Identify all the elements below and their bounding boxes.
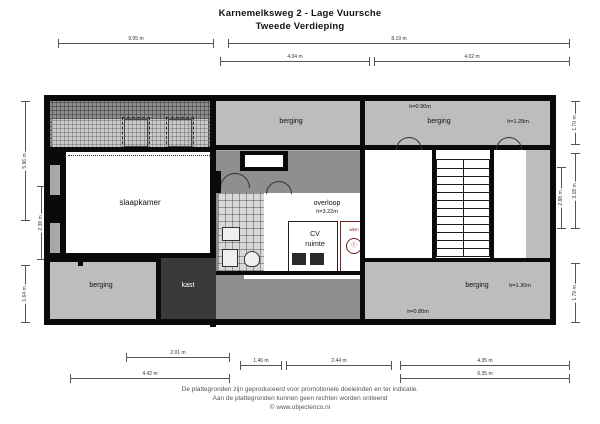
dim-top-inner-0: 4.04 m: [220, 56, 370, 66]
label-slaapkamer: slaapkamer: [119, 198, 161, 207]
label-berging-top-right: berging: [427, 118, 451, 125]
disclaimer: [0, 385, 600, 412]
title-address: Karnemelksweg 2 - Lage Vuursche: [218, 8, 382, 19]
cv-boiler-unit: [292, 253, 306, 265]
label-cv-2: ruimte: [305, 241, 325, 248]
dim-right-outer-2: 1.79 m: [570, 263, 580, 323]
wall-berging-bl-top: [50, 258, 160, 262]
label-berging-top-left: berging: [279, 118, 303, 125]
label-h-130: h=1.30m: [509, 283, 531, 289]
disclaimer-line-2: Aan de plattegronden kunnen geen rechten worden ontleend: [212, 395, 388, 402]
wall-slaapkamer-left: [60, 151, 66, 257]
wall-overloop-bottom: [216, 271, 364, 275]
disclaimer-line-1: De plattegronden zijn geproduceerd voor promotionele doeleinden en ter indicatie.: [181, 386, 419, 393]
wall-exterior-bottom: [44, 319, 556, 325]
wall-stair-left: [432, 150, 436, 258]
dim-bottom-inner-3: 4.35 m: [400, 360, 570, 370]
dormer-window-2: [168, 119, 192, 147]
page-title: [0, 8, 600, 32]
dim-top-inner-1: 4.02 m: [374, 56, 570, 66]
dim-left-inner-0: 2.38 m: [36, 186, 46, 260]
wall-bath-left-nib: [216, 171, 221, 193]
knee-wall-dotted-line: [68, 155, 216, 156]
label-berging-bottom-left: berging: [89, 282, 113, 289]
label-h-080: h=0.80m: [407, 309, 429, 315]
label-h-128: h=1.28m: [507, 119, 529, 125]
eaves-strip-right: [526, 150, 550, 258]
copyright-line: © www.objectenco.nl: [269, 404, 331, 411]
cv-unit-2: [310, 253, 324, 265]
wall-berging-top-left-bottom: [216, 145, 364, 150]
label-h-090: h=0.90m: [409, 104, 431, 110]
title-floor: Tweede Verdieping: [255, 21, 345, 32]
dim-bottom-inner-0: 2.01 m: [126, 352, 230, 362]
label-overloop: overloop: [313, 200, 341, 207]
dim-top-outer-0: 9.05 m: [58, 38, 214, 48]
dim-bottom-outer-1: 6.35 m: [400, 373, 570, 383]
stair-void-inner: [245, 155, 283, 167]
dim-left-outer-0: 5.96 m: [20, 101, 30, 221]
label-overloop-height: h=3.22m: [316, 209, 338, 215]
wall-slaapkamer-top: [50, 147, 216, 152]
dim-top-outer-1: 8.19 m: [228, 38, 570, 48]
label-cv-1: CV: [310, 231, 320, 238]
staircase: [436, 159, 490, 257]
floor-plan: [44, 95, 556, 325]
toilet-fixture: [244, 251, 260, 267]
wall-exterior-right: [550, 95, 556, 325]
dim-bottom-inner-2: 2.44 m: [286, 360, 392, 370]
label-kast: kast: [181, 282, 195, 289]
dim-bottom-outer-0: 4.42 m: [70, 373, 230, 383]
sink-fixture: [222, 227, 240, 241]
label-wkm: wkm: [349, 227, 359, 232]
dim-right-outer-1: 3.18 m: [570, 153, 580, 229]
dim-bottom-inner-1: 1.46 m: [240, 360, 282, 370]
dim-left-outer-1: 1.64 m: [20, 265, 30, 323]
wkm-unit-icon: Ⓥ: [346, 238, 362, 254]
wall-kast-left: [156, 258, 161, 319]
dim-right-inner-0: 2.88 m: [556, 167, 566, 229]
wall-berging-br-top: [365, 258, 550, 262]
dim-right-outer-0: 1.70 m: [570, 101, 580, 145]
label-berging-bottom-right: berging: [465, 282, 489, 289]
dormer-window-1: [124, 119, 148, 147]
shower-fixture: [222, 249, 238, 267]
wall-stair-right: [490, 150, 494, 258]
